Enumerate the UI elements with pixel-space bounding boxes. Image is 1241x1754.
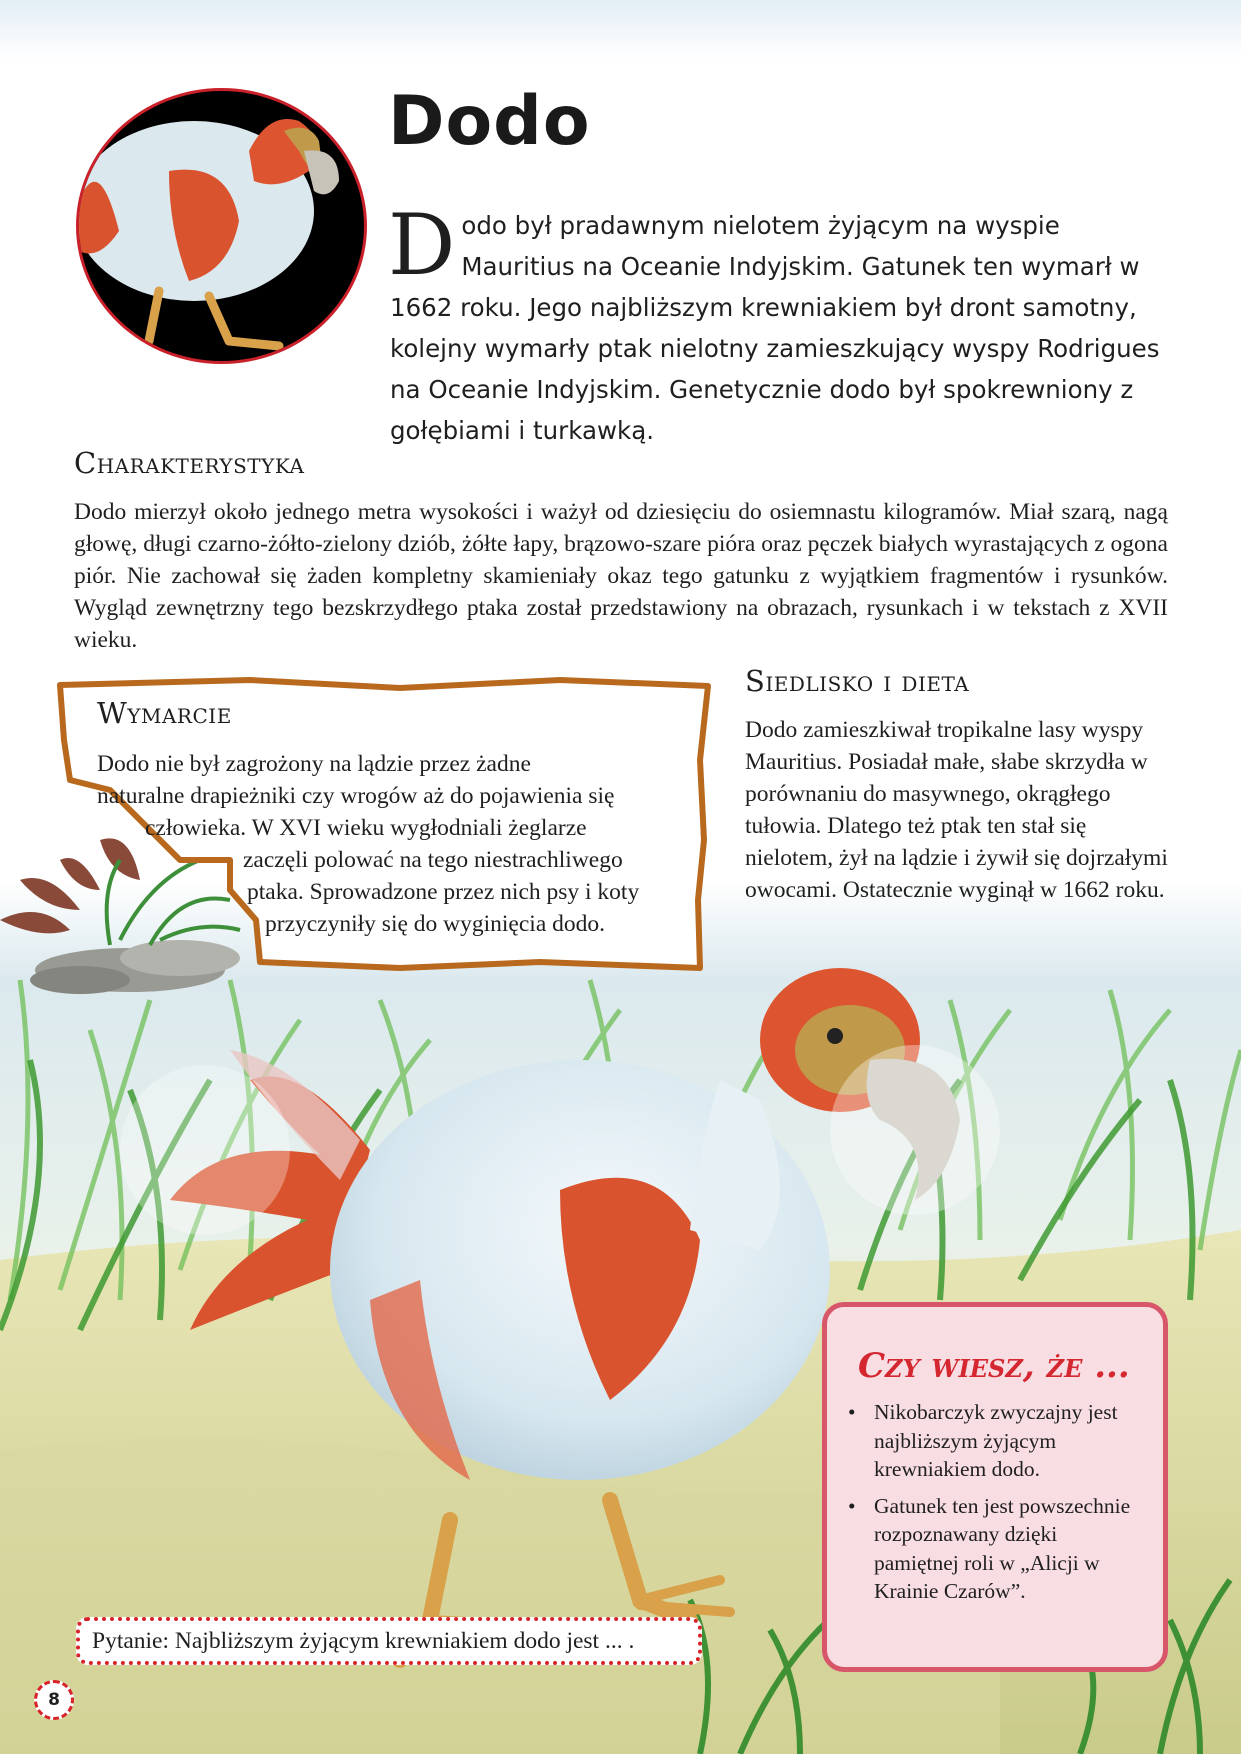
fact-list bbox=[848, 1398, 1144, 1614]
wymarcie-line: Dodo nie był zagrożony na lądzie przez żadne bbox=[97, 751, 531, 777]
dodo-portrait-drawing bbox=[79, 91, 364, 361]
dodo-eye bbox=[827, 1028, 843, 1044]
intro-text: odo był pradawnym nielotem żyjącym na wyspie Mauritius na Oceanie Indyjskim. Gatunek ten wymarł w 1662 roku. Jego najbliższym krewniakiem był dront samotny, kolejny wymarły ptak nielotny zamieszkujący wyspy Rodrigues na Oceanie Indyjskim. Genetycznie dodo był spokrewniony z gołębiami i turkawką. bbox=[390, 211, 1160, 445]
wymarcie-line: ptaka. Sprowadzone przez nich psy i koty bbox=[247, 879, 640, 905]
wymarcie-line: naturalne drapieżniki czy wrogów aż do pojawienia się bbox=[97, 783, 615, 809]
fact-text: Gatunek ten jest powszechnie rozpoznawany dzięki pamiętnej roli w „Alicji w Krainie Czarów”. bbox=[874, 1493, 1131, 1603]
intro-paragraph bbox=[388, 196, 1180, 451]
highlight-circle bbox=[830, 1045, 1000, 1215]
heading-wymarcie: Wymarcie bbox=[97, 696, 232, 730]
list-item bbox=[848, 1398, 1144, 1484]
charakterystyka-text: Dodo mierzył około jednego metra wysokości i ważył od dziesięciu do osiemnastu kilogramów. Miał szarą, nagą głowę, długi czarno-żółto-zielony dziób, żółte łapy, brązowo-szare pióra oraz pęczek białych wyrastających z ogona piór. Nie zachował się żaden kompletny skamieniały okaz tego gatunku z wyjątkiem fragmentów i rysunków. Wygląd zewnętrzny tego bezskrzydłego ptaka został przedstawiony na obrazach, rysunkach i w tekstach z XVII wieku. bbox=[74, 499, 1168, 653]
page-title: Dodo bbox=[388, 82, 591, 161]
highlight-circle bbox=[120, 1065, 290, 1235]
fact-text: Nikobarczyk zwyczajny jest najbliższym żyjącym krewniakiem dodo. bbox=[874, 1400, 1118, 1481]
did-you-know-title: Czy wiesz, że ... bbox=[858, 1346, 1130, 1386]
siedlisko-text: Dodo zamieszkiwał tropikalne lasy wyspy Mauritius. Posiadał małe, słabe skrzydła w porównaniu do masywnego, okrągłego tułowia. Dlatego też ptak ten stał się nielotem, żył na lądzie i żywił się dojrzałymi owocami. Ostatecznie wyginął w 1662 roku. bbox=[745, 717, 1168, 903]
dodo-portrait bbox=[76, 88, 367, 364]
heading-siedlisko: Siedlisko i dieta bbox=[745, 664, 970, 698]
list-item bbox=[848, 1492, 1144, 1606]
drop-cap: D bbox=[388, 196, 456, 294]
wymarcie-line: przyczyniły się do wyginięcia dodo. bbox=[265, 911, 606, 937]
heading-charakterystyka: Charakterystyka bbox=[74, 446, 305, 480]
wymarcie-line: zaczęli polować na tego niestrachliwego bbox=[243, 847, 623, 873]
wymarcie-line: człowieka. W XVI wieku wygłodniali żeglarze bbox=[145, 815, 587, 841]
question-box: Pytanie: Najbliższym żyjącym krewniakiem dodo jest ... . bbox=[76, 1617, 702, 1665]
bullet: • bbox=[848, 1400, 856, 1424]
page-number: 8 bbox=[34, 1680, 74, 1720]
bullet: • bbox=[848, 1493, 856, 1518]
